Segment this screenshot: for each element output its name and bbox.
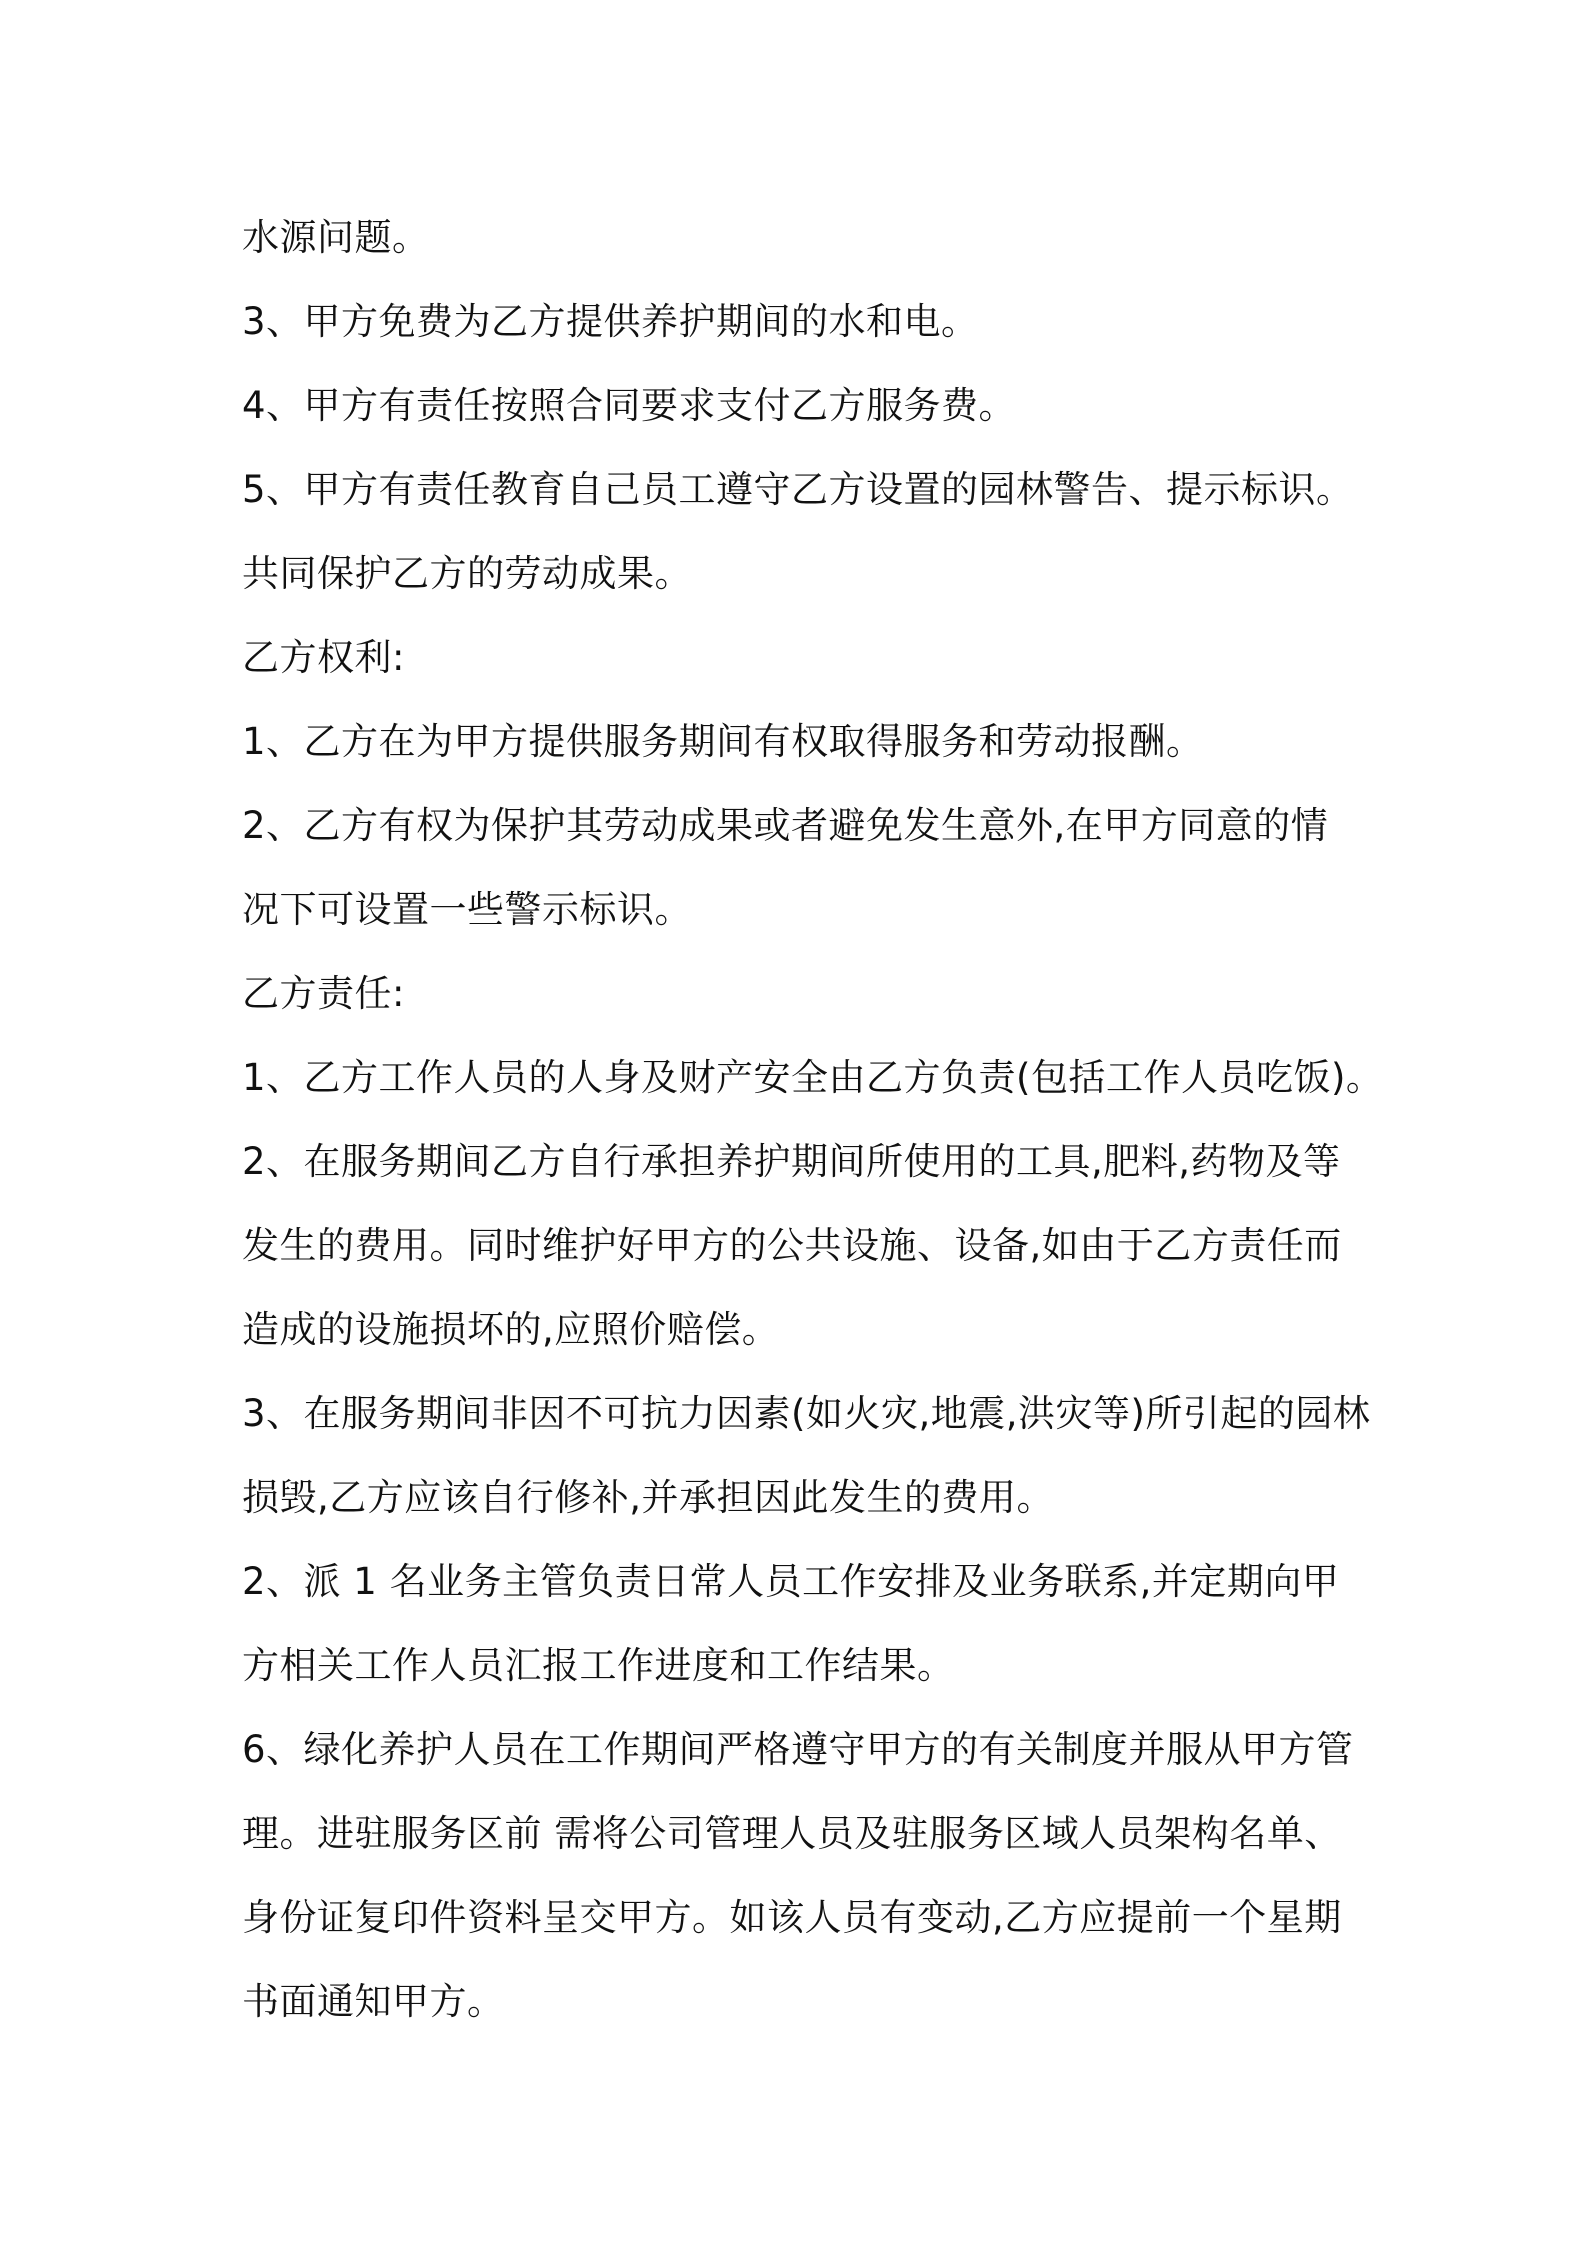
text-line: 5、甲方有责任教育自己员工遵守乙方设置的园林警告、提示标识。 [242,468,1354,511]
document-body [242,196,1384,2044]
text-line: 水源问题。 [242,216,430,259]
text-line: 3、在服务期间非因不可抗力因素(如火灾,地震,洪灾等)所引起的园林 [242,1392,1371,1435]
text-line: 1、乙方工作人员的人身及财产安全由乙方负责(包括工作人员吃饭)。 [242,1056,1384,1099]
text-line: 2、派 1 名业务主管负责日常人员工作安排及业务联系,并定期向甲 [242,1560,1340,1603]
text-line: 造成的设施损坏的,应照价赔偿。 [242,1308,780,1351]
text-line: 1、乙方在为甲方提供服务期间有权取得服务和劳动报酬。 [242,720,1204,763]
text-line: 损毁,乙方应该自行修补,并承担因此发生的费用。 [242,1476,1055,1519]
section-heading: 乙方权利: [242,636,405,679]
text-line: 2、乙方有权为保护其劳动成果或者避免发生意外,在甲方同意的情 [242,804,1329,847]
text-line: 2、在服务期间乙方自行承担养护期间所使用的工具,肥料,药物及等 [242,1140,1341,1183]
text-line: 发生的费用。同时维护好甲方的公共设施、设备,如由于乙方责任而 [242,1224,1342,1267]
text-line: 方相关工作人员汇报工作进度和工作结果。 [242,1644,955,1687]
text-line: 理。进驻服务区前 需将公司管理人员及驻服务区域人员架构名单、 [242,1812,1342,1855]
text-line: 共同保护乙方的劳动成果。 [242,552,692,595]
text-line: 书面通知甲方。 [242,1980,505,2023]
section-heading: 乙方责任: [242,972,405,1015]
text-line: 6、绿化养护人员在工作期间严格遵守甲方的有关制度并服从甲方管 [242,1728,1354,1771]
text-line: 3、甲方免费为乙方提供养护期间的水和电。 [242,300,979,343]
text-line: 况下可设置一些警示标识。 [242,888,692,931]
text-line: 4、甲方有责任按照合同要求支付乙方服务费。 [242,384,1017,427]
text-line: 身份证复印件资料呈交甲方。如该人员有变动,乙方应提前一个星期 [242,1896,1342,1939]
